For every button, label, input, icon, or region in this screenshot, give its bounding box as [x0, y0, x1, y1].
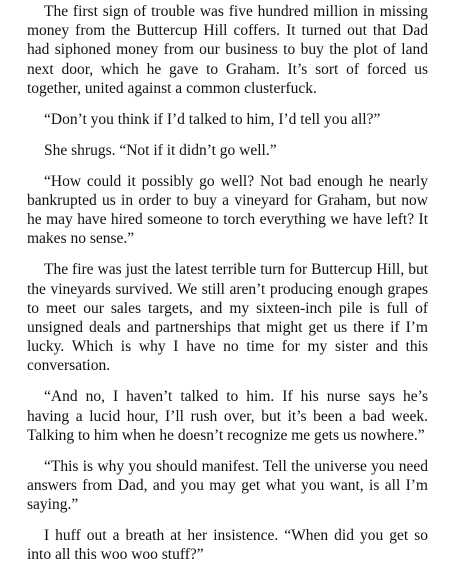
- paragraph-1: The first sign of trouble was five hundred million in missing money from the Buttercup Hill coffers. It turned out that Dad had siphoned money from our business to buy the plot of land next door, which he gave to Graham. It’s sort of forced us together, united against a common clusterfuck.: [27, 3, 428, 97]
- paragraph-2: “Don’t you think if I’d talked to him, I’d tell you all?”: [44, 110, 381, 128]
- paragraph-3: She shrugs. “Not if it didn’t go well.”: [44, 141, 277, 159]
- paragraph-5: The fire was just the latest terrible turn for Buttercup Hill, but the vineyards survived. We still aren’t producing enough grapes to meet our sales targets, and my sixteen-inch pile is full of unsigned deals and partnerships that might get us there if I’m lucky. Which is why I have no time for my sister and this conversation.: [27, 261, 428, 375]
- paragraph-7: “This is why you should manifest. Tell the universe you need answers from Dad, and you may get what you want, is all I’m saying.”: [27, 457, 428, 514]
- paragraph-6: “And no, I haven’t talked to him. If his nurse says he’s having a lucid hour, I’ll rush over, but it’s been a bad week. Talking to him when he doesn’t recognize me gets us nowhere.”: [27, 388, 428, 444]
- paragraph-4: “How could it possibly go well? Not bad enough he nearly bankrupted us in order to buy a vineyard for Graham, but now he may have hired someone to torch everything we have left? It makes no sense.”: [27, 172, 428, 248]
- paragraph-8: I huff out a breath at her insistence. “When did you get so into all this woo woo stuff?”: [27, 527, 428, 564]
